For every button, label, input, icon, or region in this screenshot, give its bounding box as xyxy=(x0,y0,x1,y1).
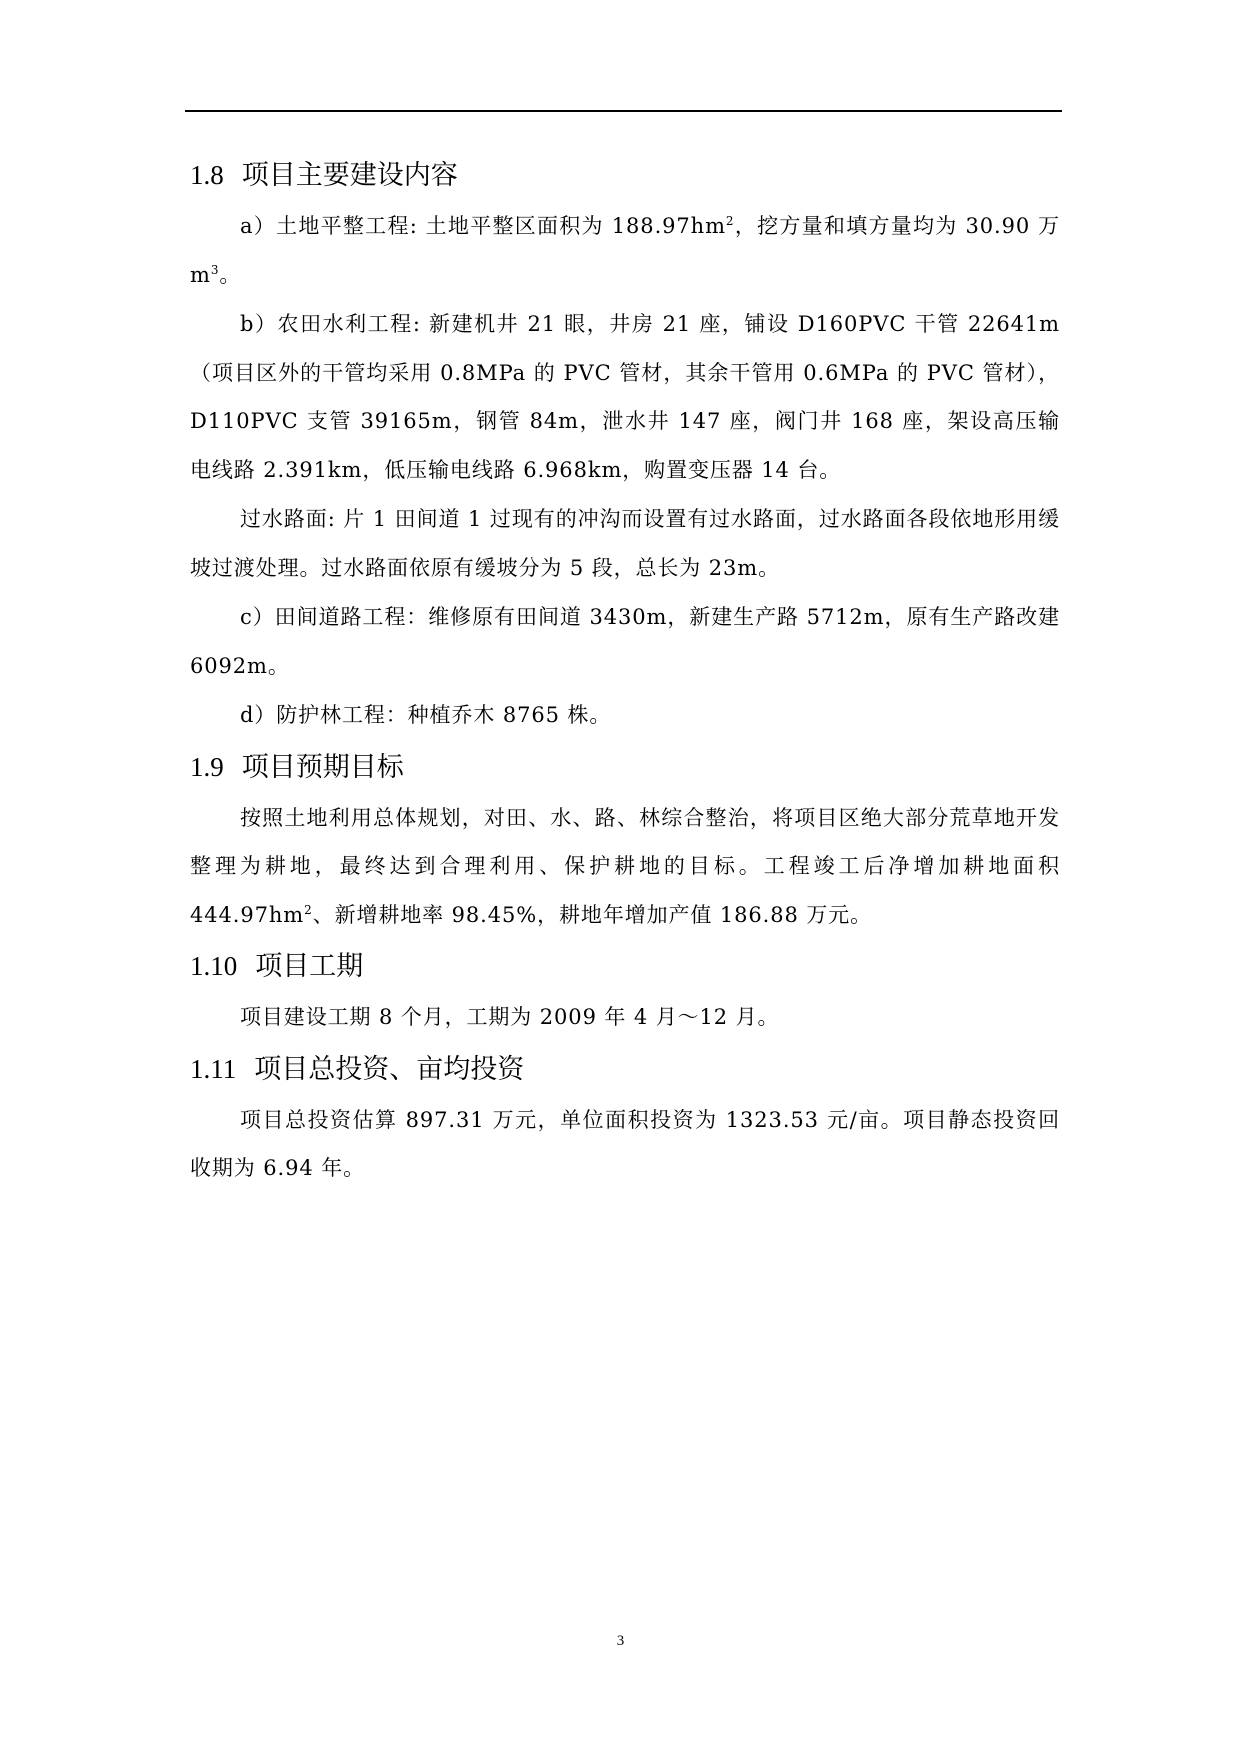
paragraph-expected-goals xyxy=(190,794,1060,940)
paragraph-text: 。 xyxy=(219,262,242,287)
superscript: 3 xyxy=(210,262,220,277)
section-heading-1-11 xyxy=(190,1042,1060,1096)
section-heading-1-10 xyxy=(190,939,1060,993)
paragraph-investment: 项目总投资估算 897.31 万元，单位面积投资为 1323.53 元/亩。项目静态投资回收期为 6.94 年。 xyxy=(190,1107,1060,1180)
section-title: 项目预期目标 xyxy=(241,751,404,783)
section-heading-1-8 xyxy=(190,148,1060,202)
page-number: 3 xyxy=(616,1633,625,1649)
paragraph-water-conservancy: b）农田水利工程: 新建机井 21 眼，井房 21 座，铺设 D160PVC 干管 22641m（项目区外的干管均采用 0.8MPa 的 PVC 管材，其余干管用 0.6MPa 的 PVC 管材），D110PVC 支管 39165m，钢管 84m，泄水井 147 座，阀门井 168 座，架设高压输电线路 2.391km，低压输电线路 6.968km，购置变压器 14 台。 xyxy=(190,312,1060,482)
superscript: 2 xyxy=(304,902,313,917)
superscript: 2 xyxy=(725,214,735,228)
paragraph-text: ，挖方量和填方量均为 30.90 万 m xyxy=(190,214,1060,287)
section-number: 1.9 xyxy=(190,751,224,782)
section-number: 1.8 xyxy=(190,160,224,190)
paragraph-water-crossing: 过水路面: 片 1 田间道 1 过现有的冲沟而设置有过水路面，过水路面各段依地形用缓坡过渡处理。过水路面依原有缓坡分为 5 段，总长为 23m。 xyxy=(190,507,1060,580)
paragraph-land-leveling xyxy=(190,202,1060,299)
paragraph-shelter-forest: d）防护林工程：种植乔木 8765 株。 xyxy=(240,703,612,727)
section-heading-1-9 xyxy=(190,740,1060,794)
section-number: 1.10 xyxy=(190,951,238,981)
header-rule xyxy=(185,110,1062,112)
section-title: 项目工期 xyxy=(255,951,364,982)
section-number: 1.11 xyxy=(190,1053,237,1084)
paragraph-text: a）土地平整工程: 土地平整区面积为 188.97hm xyxy=(240,214,726,238)
section-title: 项目主要建设内容 xyxy=(241,160,458,191)
paragraph-schedule: 项目建设工期 8 个月，工期为 2009 年 4 月～12 月。 xyxy=(240,1005,780,1029)
paragraph-field-roads: c）田间道路工程：维修原有田间道 3430m，新建生产路 5712m，原有生产路改建 6092m。 xyxy=(190,605,1060,678)
document-body xyxy=(190,148,1060,1193)
section-title: 项目总投资、亩均投资 xyxy=(254,1053,525,1085)
paragraph-text: 按照土地利用总体规划，对田、水、路、林综合整治，将项目区绝大部分荒草地开发整理为耕地，最终达到合理利用、保护耕地的目标。工程竣工后净增加耕地面积 444.97hm xyxy=(190,805,1060,927)
paragraph-text: 、新增耕地率 98.45%，耕地年增加产值 186.88 万元。 xyxy=(312,902,873,927)
